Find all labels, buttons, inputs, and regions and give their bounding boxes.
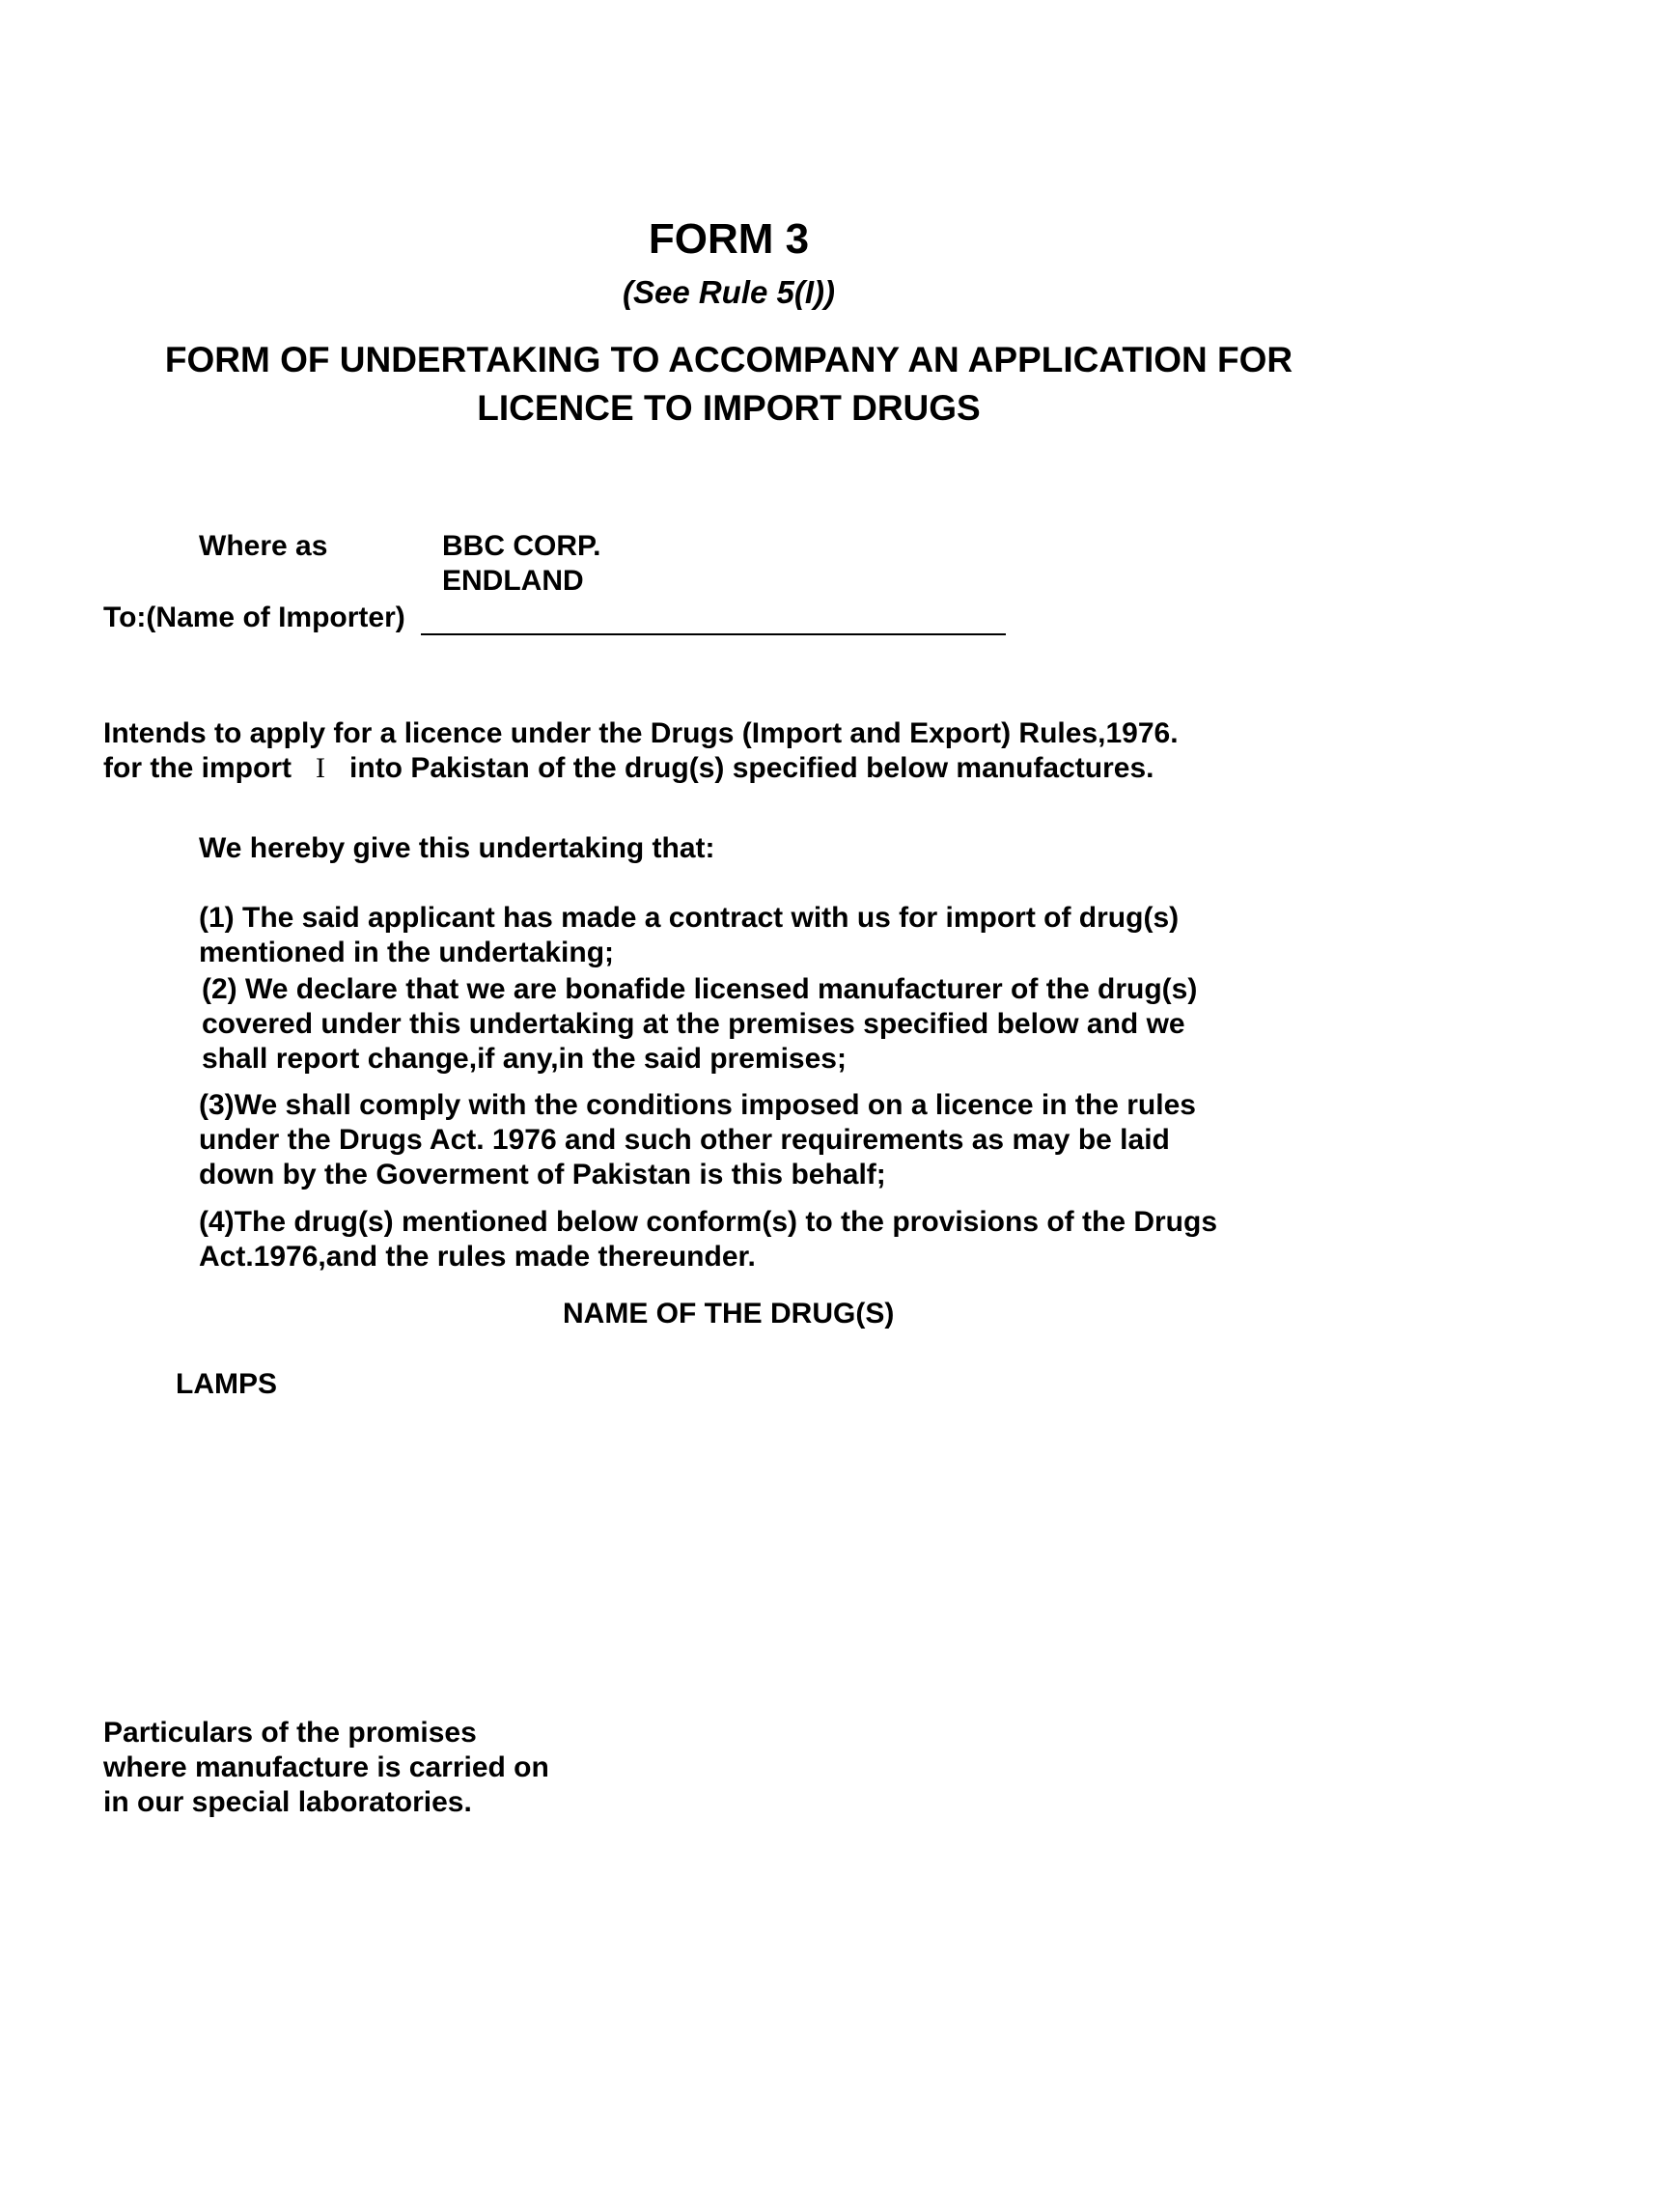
importer-label: To:(Name of Importer) — [103, 602, 405, 633]
clause-4 — [199, 1205, 1217, 1274]
whereas-label: Where as — [199, 530, 328, 562]
clause-1-line: (1) The said applicant has made a contract with us for import of drug(s) — [199, 902, 1180, 934]
clause-3-line: under the Drugs Act. 1976 and such other requirements as may be laid — [199, 1124, 1170, 1156]
intent-line1: Intends to apply for a licence under the Drugs (Import and Export) Rules,1976. — [103, 717, 1179, 749]
clause-4-line: Act.1976,and the rules made thereunder. — [199, 1241, 756, 1273]
clause-4-line: (4)The drug(s) mentioned below conform(s) to the provisions of the Drugs — [199, 1206, 1218, 1238]
form-number: FORM 3 — [648, 215, 810, 263]
clause-3-line: (3)We shall comply with the conditions imposed on a licence in the rules — [199, 1089, 1196, 1121]
importer-name-blank — [421, 633, 1006, 635]
manufacturer-country: ENDLAND — [442, 565, 584, 597]
form-heading-line2: LICENCE TO IMPORT DRUGS — [477, 388, 981, 428]
clause-1 — [199, 901, 1179, 970]
undertaking-intro: We hereby give this undertaking that: — [199, 832, 715, 864]
premises-line: Particulars of the promises — [103, 1717, 477, 1749]
manufacturer-name: BBC CORP. — [442, 530, 601, 562]
clause-2-line: (2) We declare that we are bonafide licensed manufacturer of the drug(s) — [202, 973, 1198, 1005]
intent-line2-mark: I — [316, 752, 326, 784]
clause-2-line: covered under this undertaking at the premises specified below and we — [202, 1008, 1185, 1040]
clause-2-line: shall report change,if any,in the said premises; — [202, 1043, 847, 1075]
premises-line: where manufacture is carried on — [103, 1751, 549, 1783]
form-heading — [0, 336, 1458, 433]
rule-reference: (See Rule 5(I)) — [622, 274, 836, 310]
premises-line: in our special laboratories. — [103, 1786, 472, 1818]
intent-line2-end: into Pakistan of the drug(s) specified below manufactures. — [349, 752, 1154, 784]
clause-2 — [202, 972, 1197, 1077]
drugs-section-label: NAME OF THE DRUG(S) — [563, 1298, 895, 1330]
clause-3 — [199, 1088, 1196, 1192]
premises-particulars — [103, 1716, 549, 1820]
intent-line2-start: for the import — [103, 752, 292, 784]
intent-line2 — [103, 751, 1154, 786]
clause-3-line: down by the Goverment of Pakistan is this behalf; — [199, 1159, 886, 1190]
form-heading-line1: FORM OF UNDERTAKING TO ACCOMPANY AN APPLICATION FOR — [164, 340, 1293, 379]
drug-item: LAMPS — [176, 1368, 277, 1400]
clause-1-line: mentioned in the undertaking; — [199, 937, 615, 968]
